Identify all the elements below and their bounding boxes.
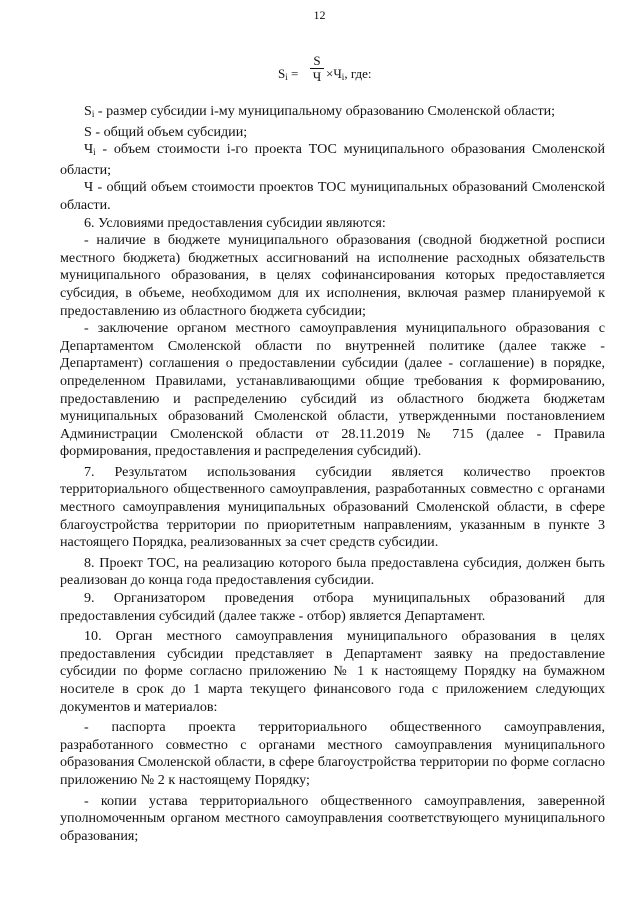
document-body: [60, 103, 605, 845]
paragraph-10-item-2: - копии устава территориального общественного самоуправления, заверенной уполномоченным органом местного самоуправления соответствующего муниципального образования;: [60, 792, 605, 844]
formula-tail: , где:: [344, 66, 372, 81]
def-text: - общий объем субсидии;: [91, 123, 248, 140]
def-text: - объем стоимости i-го проекта ТОС муниципального образования Смоленской области;: [60, 141, 605, 178]
def-text: - общий объем стоимости проектов ТОС муниципальных образований Смоленской области.: [60, 179, 605, 213]
formula-times: ×: [326, 66, 334, 81]
def-sub: i: [93, 147, 96, 158]
paragraph-10-item-1: - паспорта проекта территориального общественного самоуправления, разработанного совместно с органами местного самоуправления муниципального образования Смоленской области, в сфере благоустройства территории по форме согласно приложению № 2 к настоящему Порядку;: [60, 719, 605, 788]
formula-lhs-var: S: [278, 66, 286, 81]
formula-numerator: S: [313, 53, 321, 68]
paragraph-9: 9. Организатором проведения отбора муниципальных образований для предоставления субсидий (далее также - отбор) является Департамент.: [60, 590, 605, 624]
definition-s: [60, 124, 605, 142]
definition-ch: [60, 179, 605, 214]
definition-chi: [60, 141, 605, 179]
paragraph-6-condition-2: - заключение органом местного самоуправления муниципального образования с Департаментом Смоленской области по внутренней политике (далее также - Департамент) соглашения о предоставлении субсидии (далее - соглашение) в порядке, определенном Правилами, устанавливающими общие требования к формированию, предоставлению и распределению субсидий из областного бюджета бюджетам муниципальных образований Смоленской области, утвержденными постановлением Администрации Смоленской области от 28.11.2019 № 715 (далее - Правила формирования, предоставления и распределения субсидий).: [60, 320, 605, 460]
def-var: S: [84, 123, 92, 140]
formula-lhs: $S_i$ =: [278, 66, 299, 82]
paragraph-10: 10. Орган местного самоуправления муниципального образования в целях предоставления субсидии представляет в Департамент заявку на предоставление субсидии по форме согласно приложению № 1 к настоящему Порядку на бумажном носителе в срок до 1 марта текущего финансового года с приложением следующих документов и материалов:: [60, 628, 605, 715]
subsidy-formula: [268, 50, 398, 90]
formula-rhs: [326, 66, 372, 82]
paragraph-8: 8. Проект ТОС, на реализацию которого была предоставлена субсидия, должен быть реализован до конца года предоставления субсидии.: [60, 554, 605, 589]
def-text: - размер субсидии i-му муниципальному образованию Смоленской области;: [94, 103, 556, 119]
page-number: 12: [313, 8, 326, 22]
formula-fraction: [310, 54, 324, 83]
def-var: Ч: [84, 141, 94, 158]
formula-rhs-var: Ч: [333, 66, 342, 81]
paragraph-6-condition-1: - наличие в бюджете муниципального образования (сводной бюджетной росписи местного бюджета) бюджетных ассигнований на исполнение расходных обязательств муниципального образования, в целях софинансирования которых предоставляется субсидия, в объеме, необходимом для их исполнения, включая размер планируемой к предоставлению из областного бюджета субсидии;: [60, 232, 605, 319]
paragraph-6: 6. Условиями предоставления субсидии являются:: [84, 214, 386, 231]
paragraph-7: 7. Результатом использования субсидии является количество проектов территориального общественного самоуправления, разработанных совместно с органами местного самоуправления муниципальных образований Смоленской области, в сфере благоустройства территории по приоритетным направлениям, указанным в пункте 3 настоящего Порядка, реализованных за счет средств субсидии.: [60, 463, 605, 551]
def-var: S: [84, 103, 92, 119]
formula-rhs-sub: i: [341, 72, 345, 82]
formula-lhs-sub: i: [285, 72, 288, 82]
formula-denominator: Ч: [312, 69, 322, 84]
def-var: Ч: [84, 179, 94, 196]
def-sub: i: [91, 109, 95, 119]
definition-si: [60, 103, 605, 124]
